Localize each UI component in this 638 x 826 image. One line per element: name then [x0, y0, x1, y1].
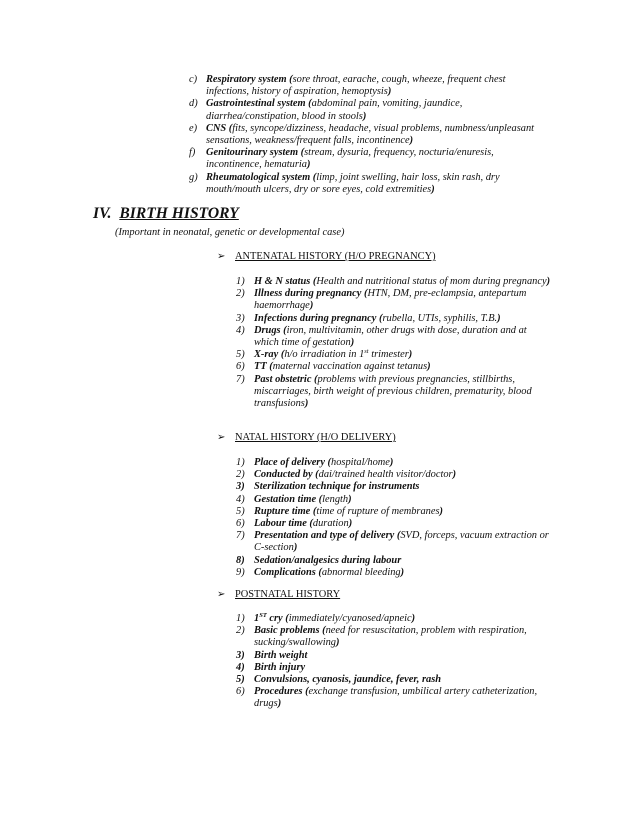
item-detail: abnormal bleeding — [321, 566, 401, 578]
superscript: st — [364, 348, 369, 356]
natal-list — [0, 457, 638, 579]
list-item: 1) Place of delivery (hospital/home) — [236, 457, 394, 468]
item-detail: hospital/home — [331, 457, 390, 468]
list-marker: 1) — [236, 613, 245, 624]
item-detail: rubella, UTIs, syphilis, T.B. — [382, 312, 498, 324]
item-detail: stream, dysuria, frequency, nocturia/enuresis, incontinence, hematuria — [206, 147, 494, 171]
section-number: IV. — [93, 205, 112, 222]
item-detail: h/o irradiation in 1 — [284, 349, 365, 361]
item-detail: trimester — [368, 349, 409, 361]
list-item: 7) Presentation and type of delivery (SVD, forceps, vacuum extraction or C-section) — [236, 530, 549, 554]
list-item: 6) TT (maternal vaccination against tetanus) — [236, 361, 431, 373]
item-detail: iron, multivitamin, other drugs with dose, duration and at which time of gestation — [254, 324, 527, 349]
item-heading: Genitourinary system ( — [206, 147, 305, 159]
item-heading: Past obstetric ( — [254, 373, 318, 385]
subsection-heading-antenatal — [217, 251, 436, 263]
item-heading: Rheumatological system ( — [206, 171, 317, 183]
item-detail: abdominal pain, vomiting, jaundice, diarrhea/constipation, blood in stools — [206, 98, 463, 122]
item-heading: TT ( — [254, 361, 273, 373]
section-note: (Important in neonatal, genetic or developmental case) — [115, 227, 345, 238]
list-item: 4) Gestation time (length) — [236, 493, 352, 505]
list-item — [0, 555, 638, 567]
item-detail: maternal vaccination against tetanus — [272, 361, 428, 373]
item-detail: Health and nutritional status of mom during pregnancy — [316, 276, 547, 287]
list-marker: 9) — [236, 566, 245, 578]
item-heading: Gastrointestinal system ( — [206, 98, 312, 110]
list-item: g) Rheumatological system (limp, joint swelling, hair loss, skin rash, dry mouth/mouth ulcers, dry or sore eyes, cold extremities) — [189, 171, 500, 195]
list-marker: e) — [189, 122, 198, 134]
list-item: 3) Infections during pregnancy (rubella, UTIs, syphilis, T.B.) — [236, 312, 501, 324]
list-marker: 2) — [236, 469, 245, 481]
superscript: ST — [259, 612, 267, 619]
list-marker: 4) — [236, 661, 245, 673]
list-item: 6) Labour time (duration) — [236, 518, 353, 530]
list-item — [0, 662, 638, 674]
item-heading: Labour time ( — [254, 518, 313, 530]
list-marker: 5) — [236, 674, 245, 686]
section-title: BIRTH HISTORY — [119, 205, 239, 222]
item-heading: Convulsions, cyanosis, jaundice, fever, rash — [254, 674, 442, 686]
list-item: c) Respiratory system (sore throat, earache, cough, wheeze, frequent chest infections, history of aspiration, hemoptysis) — [189, 74, 506, 98]
list-marker: c) — [189, 74, 198, 85]
list-marker: 7) — [236, 373, 245, 385]
list-item: d) Gastrointestinal system (abdominal pain, vomiting, jaundice, diarrhea/constipation, blood in stools) — [189, 98, 463, 122]
item-detail: sore throat, earache, cough, wheeze, frequent chest infections, history of aspiration, hemoptysis — [206, 74, 506, 98]
subsection-title: POSTNATAL HISTORY — [235, 589, 341, 600]
item-heading: Presentation and type of delivery ( — [254, 530, 401, 542]
list-item: 9) Complications (abnormal bleeding) — [236, 566, 405, 578]
item-detail: exchange transfusion, umbilical artery catheterization, drugs — [254, 686, 538, 710]
list-marker: 5) — [236, 349, 245, 361]
list-marker: g) — [189, 171, 198, 183]
list-item: 1) H & N status (Health and nutritional status of mom during pregnancy) — [236, 276, 551, 287]
list-item: 1) 1ST cry (immediately/cyanosed/apneic) — [236, 612, 416, 624]
item-heading: Rupture time ( — [254, 505, 317, 517]
list-marker: d) — [189, 98, 198, 110]
subsection-title: ANTENATAL HISTORY (H/O PREGNANCY) — [235, 251, 436, 262]
arrow-bullet-icon: ➢ — [217, 589, 226, 600]
list-marker: 1) — [236, 276, 245, 287]
item-heading: H & N status ( — [254, 276, 317, 287]
item-detail: dai/trained health visitor/doctor — [318, 469, 453, 481]
item-heading: Procedures ( — [254, 686, 309, 698]
subsection-title: NATAL HISTORY (H/O DELIVERY) — [235, 432, 396, 443]
list-marker: 4) — [236, 493, 245, 505]
item-detail: fits, syncope/dizziness, headache, visual problems, numbness/unpleasant sensations, weakness/frequent falls, incontinence — [206, 122, 535, 147]
list-marker: 3) — [236, 312, 245, 324]
list-item: 6) Procedures (exchange transfusion, umbilical artery catheterization, drugs) — [236, 686, 538, 710]
postnatal-list — [0, 613, 638, 711]
list-marker: 3) — [236, 481, 245, 493]
subsection-heading-natal — [217, 432, 396, 444]
list-marker: 7) — [236, 530, 245, 542]
item-detail: need for resuscitation, problem with respiration, sucking/swallowing — [254, 625, 527, 649]
list-item: 7) Past obstetric (problems with previous pregnancies, stillbirths, miscarriages, birth weight of previous children, prematurity, blood transfusions) — [236, 373, 532, 410]
list-marker: 6) — [236, 518, 245, 530]
subsection-heading-postnatal — [217, 589, 340, 601]
list-marker: f) — [189, 147, 196, 159]
list-marker: 3) — [236, 649, 245, 661]
item-detail: problems with previous pregnancies, stillbirths, miscarriages, birth weight of previous children, prematurity, blood transfusions — [254, 373, 532, 410]
list-marker: 6) — [236, 361, 245, 373]
list-item — [0, 650, 638, 662]
item-detail: SVD, forceps, vacuum extraction or C-section — [254, 530, 549, 554]
list-marker: 2) — [236, 288, 245, 300]
item-heading: Drugs ( — [254, 324, 287, 336]
list-marker: 6) — [236, 686, 245, 698]
list-item: f) Genitourinary system (stream, dysuria, frequency, nocturia/enuresis, incontinence, hematuria) — [189, 147, 494, 171]
item-heading: Gestation time ( — [254, 493, 323, 505]
item-heading: Basic problems ( — [254, 625, 326, 637]
list-marker: 2) — [236, 625, 245, 637]
list-item — [0, 674, 638, 686]
item-heading: Birth injury — [254, 661, 306, 673]
list-marker: 8) — [236, 554, 245, 566]
item-detail: length — [322, 493, 349, 505]
item-heading: Respiratory system ( — [206, 74, 293, 85]
list-item: 5) Rupture time (time of rupture of membranes) — [236, 505, 443, 517]
arrow-bullet-icon: ➢ — [217, 251, 226, 262]
list-item: 4) Drugs (iron, multivitamin, other drugs with dose, duration and at which time of gestation) — [236, 324, 527, 349]
item-heading: Sterilization technique for instruments — [254, 481, 420, 493]
item-heading: Illness during pregnancy ( — [254, 288, 368, 300]
arrow-bullet-icon: ➢ — [217, 432, 226, 443]
item-heading: Sedation/analgesics during labour — [254, 554, 402, 566]
item-heading: CNS ( — [206, 122, 233, 134]
item-heading: 1 — [254, 613, 260, 624]
item-heading: cry ( — [266, 613, 289, 624]
antenatal-list — [0, 276, 638, 410]
list-item: 2) Conducted by (dai/trained health visitor/doctor) — [236, 469, 457, 481]
list-item — [0, 481, 638, 493]
list-marker: 4) — [236, 324, 245, 336]
list-marker: 1) — [236, 457, 245, 468]
item-detail: HTN, DM, pre-eclampsia, antepartum haemorrhage — [254, 288, 527, 312]
item-heading: Place of delivery ( — [254, 457, 332, 468]
item-detail: time of rupture of membranes — [316, 505, 440, 517]
list-item: 5) X-ray (h/o irradiation in 1st trimester) — [236, 348, 413, 361]
list-marker: 5) — [236, 505, 245, 517]
list-item: e) CNS (fits, syncope/dizziness, headache, visual problems, numbness/unpleasant sensations, weakness/frequent falls, incontinence) — [189, 122, 535, 147]
systems-review-list — [0, 74, 638, 196]
item-heading: Birth weight — [254, 649, 308, 661]
item-heading: X-ray ( — [254, 349, 285, 361]
item-heading: Complications ( — [254, 566, 322, 578]
section-heading — [93, 205, 239, 222]
item-heading: Infections during pregnancy ( — [254, 312, 383, 324]
item-detail: duration — [312, 518, 349, 530]
list-item: 2) Illness during pregnancy (HTN, DM, pre-eclampsia, antepartum haemorrhage) — [236, 288, 527, 312]
item-heading: Conducted by ( — [254, 469, 319, 481]
item-detail: immediately/cyanosed/apneic — [288, 613, 412, 624]
list-item: 2) Basic problems (need for resuscitation, problem with respiration, sucking/swallowing) — [236, 625, 527, 649]
item-detail: limp, joint swelling, hair loss, skin rash, dry mouth/mouth ulcers, dry or sore eyes, cold extremities — [206, 171, 500, 195]
